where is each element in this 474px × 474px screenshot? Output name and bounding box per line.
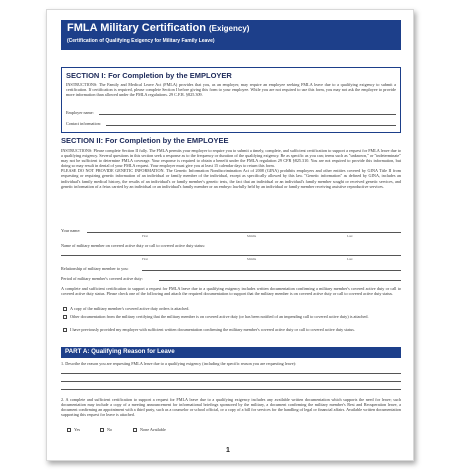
member-middle-sublabel: Middle <box>247 257 257 261</box>
answer-yes-checkbox[interactable] <box>67 428 71 432</box>
form-header <box>61 20 401 50</box>
form-subtitle: (Certification of Qualifying Exigency for Military Family Leave) <box>67 38 215 44</box>
relationship-field[interactable] <box>142 270 401 271</box>
military-member-label: Name of military member on covered active duty or call to covered active duty status: <box>61 243 206 248</box>
question-1-answer-line-1[interactable] <box>61 373 401 374</box>
question-1-answer-line-3[interactable] <box>61 389 401 390</box>
certification-paragraph: A complete and sufficient certification to support a request for FMLA leave due to a qualifying exigency includes written documentation confirming a military member's covered active duty or call to covered active duty status. Please check one of the following and attach the required documentation to support that the military member is on covered active duty or call to covered active duty status. <box>61 286 401 297</box>
option-other-documentation-checkbox[interactable] <box>63 315 67 319</box>
employer-name-field[interactable] <box>99 114 396 115</box>
question-1-answer-line-2[interactable] <box>61 381 401 382</box>
contact-info-field[interactable] <box>106 125 396 126</box>
your-name-label: Your name: <box>61 228 81 233</box>
option-other-documentation-text: Other documentation from the military certifying that the military member is on covered active duty (or has been notified of an impending call to covered active duty) is attached. <box>70 314 369 319</box>
page-number: 1 <box>226 447 230 454</box>
answer-no-checkbox[interactable] <box>100 428 104 432</box>
your-name-middle-sublabel: Middle <box>247 234 257 238</box>
part-a-title: PART A: Qualifying Reason for Leave <box>65 348 175 355</box>
answer-yes-label: Yes <box>74 427 81 432</box>
period-label: Period of military member's covered active duty: <box>61 276 143 281</box>
section-1-box <box>61 67 401 133</box>
section-2-instructions <box>61 148 401 189</box>
section-1-instructions: INSTRUCTIONS: The Family and Medical Leave Act (FMLA) provides that you, as an employer, may require an employee seeking FMLA leave due to a qualifying exigency to submit a certification. If certification is required, please complete Section I before giving this form to your employee. While you are not required to use this form, you may not ask the employee to provide more information than allowed under the FMLA regulations. 29 C.F.R. §825.309. <box>66 82 396 98</box>
section-2-instruction-text: INSTRUCTIONS: Please complete Section II fully. The FMLA permits your employer to require you to submit a timely, complete, and sufficient certification to support a request for FMLA leave due to a qualifying exigency. Several questions in this section seek a response as to the frequency or duration of the qualifying exigency. Be as specific as you can; terms such as "unknown," or "indeterminate" may not be sufficient to determine FMLA coverage. Your response is required to obtain a benefit under the FMLA regulation 29 CFR §825.310. You are not required to provide this information, but doing so may result in denial of your FMLA request. Your employer must give you at least 15 calendar days to return this form. <box>61 148 401 169</box>
part-a-header <box>61 347 401 358</box>
question-1-text: 1. Describe the reason you are requesting FMLA leave due to a qualifying exigency (including the specific reason you are requesting leave): <box>61 361 297 366</box>
your-name-field[interactable] <box>87 232 401 233</box>
answer-no-label: No <box>107 427 113 432</box>
option-orders-text: A copy of the military member's covered active duty orders is attached. <box>70 306 190 311</box>
answer-none-available-label: None Available <box>140 427 166 432</box>
option-previously-provided-text: I have previously provided my employer with sufficient written documentation confirming the military member's covered active duty or call to covered active duty status. <box>70 327 355 332</box>
option-orders-checkbox[interactable] <box>63 307 67 311</box>
section-2-title: SECTION II: For Completion by the EMPLOYEE <box>61 136 229 145</box>
period-field[interactable] <box>159 280 401 281</box>
section-1-title: SECTION I: For Completion by the EMPLOYER <box>66 71 232 80</box>
contact-info-label: Contact information: <box>66 121 102 126</box>
your-name-last-sublabel: Last <box>347 234 353 238</box>
question-2-text: 2. A complete and sufficient certification to support a request for FMLA leave due to a qualifying exigency includes any available written documentation which supports the need for leave; such documentation may include a copy of a meeting announcement for informational briefings sponsored by the military, a document confirming the military member's Rest and Recuperation leave, a document confirming an appointment with a third party, such as a counselor or school official, or a copy of a bill for services for the handling of legal or financial affairs. Available written documentation supporting this request for leave is attached. <box>61 397 401 418</box>
military-member-field[interactable] <box>61 255 401 256</box>
your-name-first-sublabel: First <box>142 234 148 238</box>
genetic-information-notice: PLEASE DO NOT PROVIDE GENETIC INFORMATION. The Genetic Information Nondiscrimination Act of 2008 (GINA) prohibits employers and other entities covered by GINA Title II from requesting or requiring genetic information of an individual or family member of the individual, except as specifically allowed by this law. "Genetic information" as defined by GINA, includes an individual's family medical history, the results of an individual's or family member's genetic tests, the fact that an individual or an individual's family member sought or received genetic services, and genetic information of a fetus carried by an individual or an individual's family member or an embryo lawfully held by an individual or family member receiving assistive reproductive services. <box>61 168 401 189</box>
option-previously-provided-checkbox[interactable] <box>63 328 67 332</box>
member-last-sublabel: Last <box>347 257 353 261</box>
form-page <box>46 9 414 461</box>
member-first-sublabel: First <box>142 257 148 261</box>
employer-name-label: Employer name: <box>66 110 94 115</box>
relationship-label: Relationship of military member to you: <box>61 266 129 271</box>
answer-none-available-checkbox[interactable] <box>133 428 137 432</box>
form-title: FMLA Military Certification (Exigency) <box>67 22 250 34</box>
